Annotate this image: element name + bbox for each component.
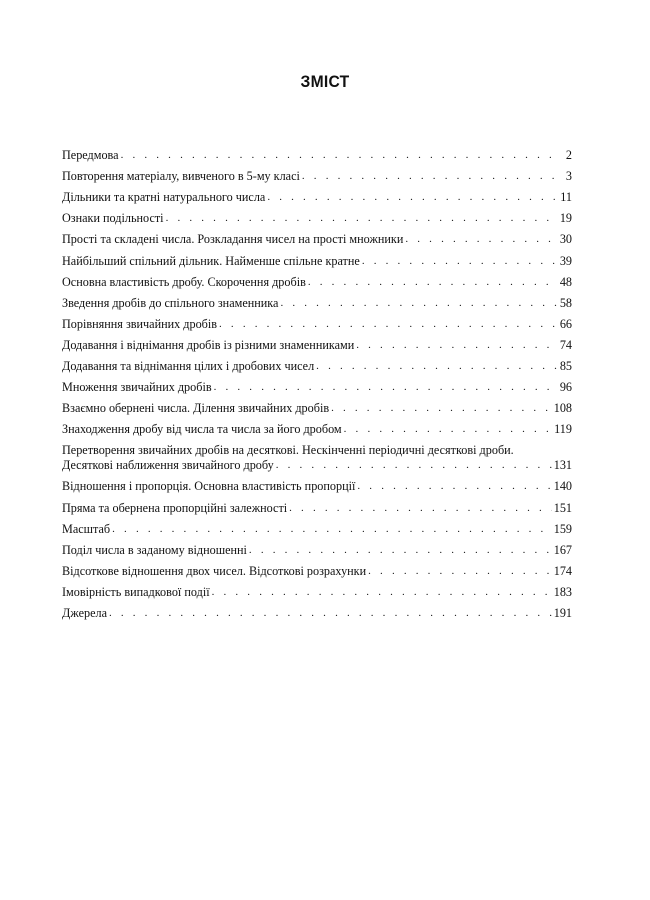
dot-leader: [357, 479, 551, 494]
toc-entry[interactable]: [62, 558, 572, 579]
toc-entry[interactable]: [62, 290, 572, 311]
toc-entry-title: Джерела: [62, 605, 107, 620]
page-title: ЗМІСТ: [300, 72, 350, 91]
toc-entry-title: Повторення матеріалу, вивченого в 5-му класі: [62, 169, 300, 184]
toc-entry[interactable]: [62, 353, 572, 374]
toc-page-number: 3: [565, 169, 572, 184]
dot-leader: [356, 338, 558, 353]
toc-entry[interactable]: [62, 142, 572, 163]
toc-page-number: 30: [559, 232, 572, 247]
dot-leader: [121, 148, 560, 163]
toc-entry-title: Передмова: [62, 148, 119, 163]
dot-leader: [331, 401, 552, 416]
toc-entry[interactable]: [62, 247, 572, 268]
toc-page-number: 39: [559, 253, 572, 268]
toc-entry-multiline[interactable]: [62, 437, 572, 473]
toc-page-number: 48: [559, 274, 572, 289]
dot-leader: [316, 359, 558, 374]
toc-entry[interactable]: [62, 600, 572, 621]
dot-leader: [368, 564, 552, 579]
dot-leader: [267, 190, 558, 205]
dot-leader: [405, 232, 557, 247]
toc-page-number: 140: [553, 479, 572, 494]
toc-entry-title: Прості та складені числа. Розкладання чисел на прості множники: [62, 232, 404, 247]
toc-entry[interactable]: [62, 163, 572, 184]
toc-entry-title: Поділ числа в заданому відношенні: [62, 542, 247, 557]
toc-page-number: 2: [565, 148, 572, 163]
toc-entry-title: Найбільший спільний дільник. Найменше спільне кратне: [62, 253, 360, 268]
dot-leader: [212, 585, 552, 600]
toc-entry-title: Множення звичайних дробів: [62, 380, 212, 395]
dot-leader: [289, 501, 552, 516]
toc-page-number: 66: [559, 316, 572, 331]
toc-entry[interactable]: [62, 226, 572, 247]
toc-entry-title-line1: Перетворення звичайних дробів на десяткові. Нескінченні періодичні десяткові дроби.: [62, 443, 514, 458]
toc-entry-title: Знаходження дробу від числа та числа за його дробом: [62, 422, 342, 437]
toc-page-number: 96: [559, 380, 572, 395]
dot-leader: [302, 169, 560, 184]
dot-leader: [280, 296, 557, 311]
toc-entry-title: Додавання і віднімання дробів із різними знаменниками: [62, 337, 355, 352]
toc-entry[interactable]: [62, 332, 572, 353]
toc-page-number: 167: [553, 542, 572, 557]
toc-page-number: 11: [560, 190, 572, 205]
toc-entry-title: Зведення дробів до спільного знаменника: [62, 295, 279, 310]
toc-page-number: 19: [559, 211, 572, 226]
toc-page-number: 174: [553, 563, 572, 578]
toc-entry[interactable]: [62, 494, 572, 515]
toc-page-number: 85: [559, 359, 572, 374]
toc-entry[interactable]: [62, 395, 572, 416]
toc-entry-title: Дільники та кратні натурального числа: [62, 190, 266, 205]
toc-page-number: 183: [553, 584, 572, 599]
toc-entry[interactable]: [62, 269, 572, 290]
dot-leader: [362, 254, 558, 269]
toc-page-number: 159: [553, 521, 572, 536]
toc-entry-title: Імовірність випадкової події: [62, 584, 210, 599]
toc-page-number: 131: [553, 458, 572, 473]
dot-leader: [112, 522, 552, 537]
dot-leader: [109, 606, 552, 621]
toc-entry[interactable]: [62, 205, 572, 226]
toc-entry[interactable]: [62, 579, 572, 600]
dot-leader: [344, 422, 553, 437]
toc-entry[interactable]: [62, 416, 572, 437]
toc-entry[interactable]: [62, 473, 572, 494]
dot-leader: [219, 317, 558, 332]
toc-entry-title: Взаємно обернені числа. Ділення звичайних дробів: [62, 401, 330, 416]
toc-entry-title: Ознаки подільності: [62, 211, 164, 226]
toc-entry-title: Порівняння звичайних дробів: [62, 316, 218, 331]
toc-page-number: 74: [559, 337, 572, 352]
toc-entry[interactable]: [62, 184, 572, 205]
toc-page-number: 108: [553, 401, 572, 416]
toc-page-number: 58: [559, 295, 572, 310]
dot-leader: [166, 211, 558, 226]
toc-entry-title: Основна властивість дробу. Скорочення дробів: [62, 274, 306, 289]
toc-entry-second-line: [62, 458, 572, 473]
toc-entry-title: Додавання та віднімання цілих і дробових чисел: [62, 359, 315, 374]
toc-page-number: 151: [553, 500, 572, 515]
table-of-contents: [62, 142, 572, 621]
dot-leader: [249, 543, 552, 558]
dot-leader: [308, 275, 558, 290]
dot-leader: [214, 380, 558, 395]
toc-page-number: 191: [553, 605, 572, 620]
toc-entry[interactable]: [62, 537, 572, 558]
toc-entry-title: Пряма та обернена пропорційні залежності: [62, 500, 288, 515]
toc-entry-title: Відсоткове відношення двох чисел. Відсоткові розрахунки: [62, 563, 367, 578]
toc-page-number: 119: [554, 422, 572, 437]
toc-entry[interactable]: [62, 374, 572, 395]
toc-entry-title: Відношення і пропорція. Основна властивість пропорції: [62, 479, 356, 494]
toc-entry[interactable]: [62, 516, 572, 537]
toc-entry-title: Масштаб: [62, 521, 111, 536]
toc-entry[interactable]: [62, 311, 572, 332]
dot-leader: [276, 458, 552, 473]
toc-entry-title-line2: Десяткові наближення звичайного дробу: [62, 458, 274, 473]
